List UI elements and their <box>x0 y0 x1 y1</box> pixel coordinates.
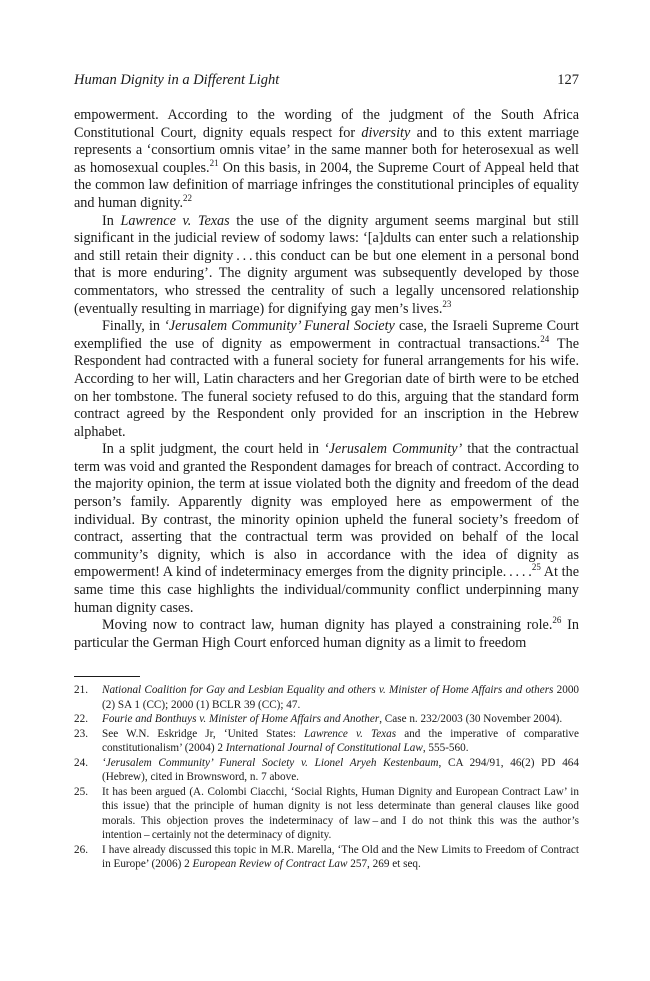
footnote-number: 22. <box>74 713 88 725</box>
italic-run: ‘Jerusalem Community’ Funeral Society v. Lionel Aryeh Kestenbaum <box>102 756 439 769</box>
text-run: 2000 (2) SA 1 (CC); 2000 (1) BCLR 39 (CC); 47. <box>102 684 580 711</box>
footnote-number: 23. <box>74 727 88 740</box>
footnote-number: 24. <box>74 756 88 769</box>
text-run: empowerment. According to the wording of the judgment of the South Africa Constitutional Court, dignity equals respect for <box>74 107 579 141</box>
text-run: case, the Israeli Supreme Court exemplified the use of dignity as empowerment in contractual transactions. <box>74 318 579 352</box>
italic-run: Lawrence v. Texas <box>120 212 230 229</box>
footnote-ref[interactable]: 22 <box>183 192 193 203</box>
text-run: At the same time this case highlights the individual/community conflict underpinning many human dignity cases. <box>74 564 579 616</box>
text-run: that the contractual term was void and granted the Respondent damages for breach of contract. According to the majority opinion, the term at issue violated both the dignity and freedom of the dead person’s family. Apparently dignity was employed here as empowerment of the individual. By contrast, the minority opinion upheld the funeral society’s freedom of contract, asserting that the contractual term was provided on behalf of the local community’s dignity, which is also in accordance with the idea of dignity as empowerment! A kind of indeterminacy emerges from the dignity principle. . . . . <box>74 441 579 581</box>
italic-run: European Review of Contract Law <box>192 858 348 870</box>
page-header <box>74 72 579 92</box>
footnote <box>74 756 579 785</box>
text-run: I have already discussed this topic in M.R. Marella, ‘The Old and the New Limits to Freedom of Contract in Europe’ (2006) 2 <box>102 843 579 870</box>
footnote-divider <box>74 676 140 677</box>
text-run: See W.N. Eskridge Jr, ‘United States: <box>102 727 305 740</box>
text-run: On this basis, in 2004, the Supreme Court of Appeal held that the common law definition of marriage infringes the constitutional principles of equality and human dignity. <box>74 159 579 211</box>
footnote <box>74 843 579 872</box>
italic-run: Fourie and Bonthuys v. Minister of Home Affairs and Another <box>102 713 380 725</box>
body-text <box>74 107 579 652</box>
italic-run: diversity <box>361 124 411 141</box>
page-number: 127 <box>557 72 579 88</box>
text-run: In <box>102 212 121 229</box>
text-run: 257, 269 et seq. <box>347 858 421 870</box>
text-run: , CA 294/91, 46(2) PD 464 (Hebrew), cited in Brownsword, n. 7 above. <box>102 756 579 783</box>
footnote <box>74 785 579 843</box>
italic-run: Lawrence v. Texas <box>304 727 397 740</box>
paragraph <box>74 107 579 213</box>
footnote <box>74 712 579 727</box>
footnote-ref[interactable]: 21 <box>209 157 219 168</box>
footnote-number: 26. <box>74 843 88 856</box>
running-title: Human Dignity in a Different Light <box>74 72 280 88</box>
italic-run: ‘Jerusalem Community’ Funeral Society <box>164 318 395 335</box>
text-run: , Case n. 232/2003 (30 November 2004). <box>379 713 563 725</box>
text-run: Finally, in <box>102 318 165 335</box>
italic-run: National Coalition for Gay and Lesbian Equality and others v. Minister of Home Affairs and others <box>102 684 554 696</box>
italic-run: ‘Jerusalem Community’ <box>324 441 463 458</box>
footnote-number: 21. <box>74 684 88 696</box>
text-run: and to this extent marriage represents a ‘consortium omnis vitae’ in the same manner both for heterosexual as well as homosexual couples. <box>74 124 579 176</box>
text-run: the use of the dignity argument seems marginal but still significant in the judicial review of sodomy laws: ‘[a]dults can enter such a relationship and still retain their dignity . . . this conduct can be but one element in a personal bond that is more enduring’. The dignity argument was subsequently developed by those commentators, who stressed the centrality of such a legally uncensored relationship (eventually resulting in marriage) for dignifying gay men’s lives. <box>74 212 579 317</box>
italic-run: International Journal of Constitutional Law <box>225 742 423 754</box>
paragraph <box>74 617 579 652</box>
text-run: , 555-560. <box>422 742 469 754</box>
paragraph <box>74 441 579 617</box>
footnote <box>74 727 579 756</box>
footnotes <box>74 683 579 872</box>
footnote-ref[interactable]: 24 <box>540 333 550 344</box>
footnote-ref[interactable]: 25 <box>531 562 541 573</box>
text-run: It has been argued (A. Colombi Ciacchi, ‘Social Rights, Human Dignity and European Contract Law’ in this issue) that the principle of human dignity is not less determinate than general clauses like good morals. This objection proves the indeterminacy of law – and I do not think this was the author’s intention – certainly not the determinacy of dignity. <box>102 785 579 841</box>
text-run: In a split judgment, the court held in <box>102 441 324 458</box>
footnote-ref[interactable]: 26 <box>552 615 562 626</box>
paragraph <box>74 318 579 441</box>
text-run: In particular the German High Court enforced human dignity as a limit to freedom <box>74 617 579 651</box>
footnote-ref[interactable]: 23 <box>442 298 452 309</box>
text-run: Moving now to contract law, human dignity has played a constraining role. <box>102 617 553 634</box>
paragraph <box>74 213 579 319</box>
footnote-number: 25. <box>74 785 88 798</box>
text-run: The Respondent had contracted with a funeral society for funeral arrangements for his wife. According to her will, Latin characters and her Gregorian date of birth were to be etched on her tombstone. The funeral society refused to do this, arguing that the standard form contract agreed by the Respondent only provided for an inscription in the Hebrew alphabet. <box>74 335 579 440</box>
text-run: and the imperative of comparative constitutionalism’ (2004) 2 <box>102 727 579 754</box>
footnote <box>74 683 579 712</box>
